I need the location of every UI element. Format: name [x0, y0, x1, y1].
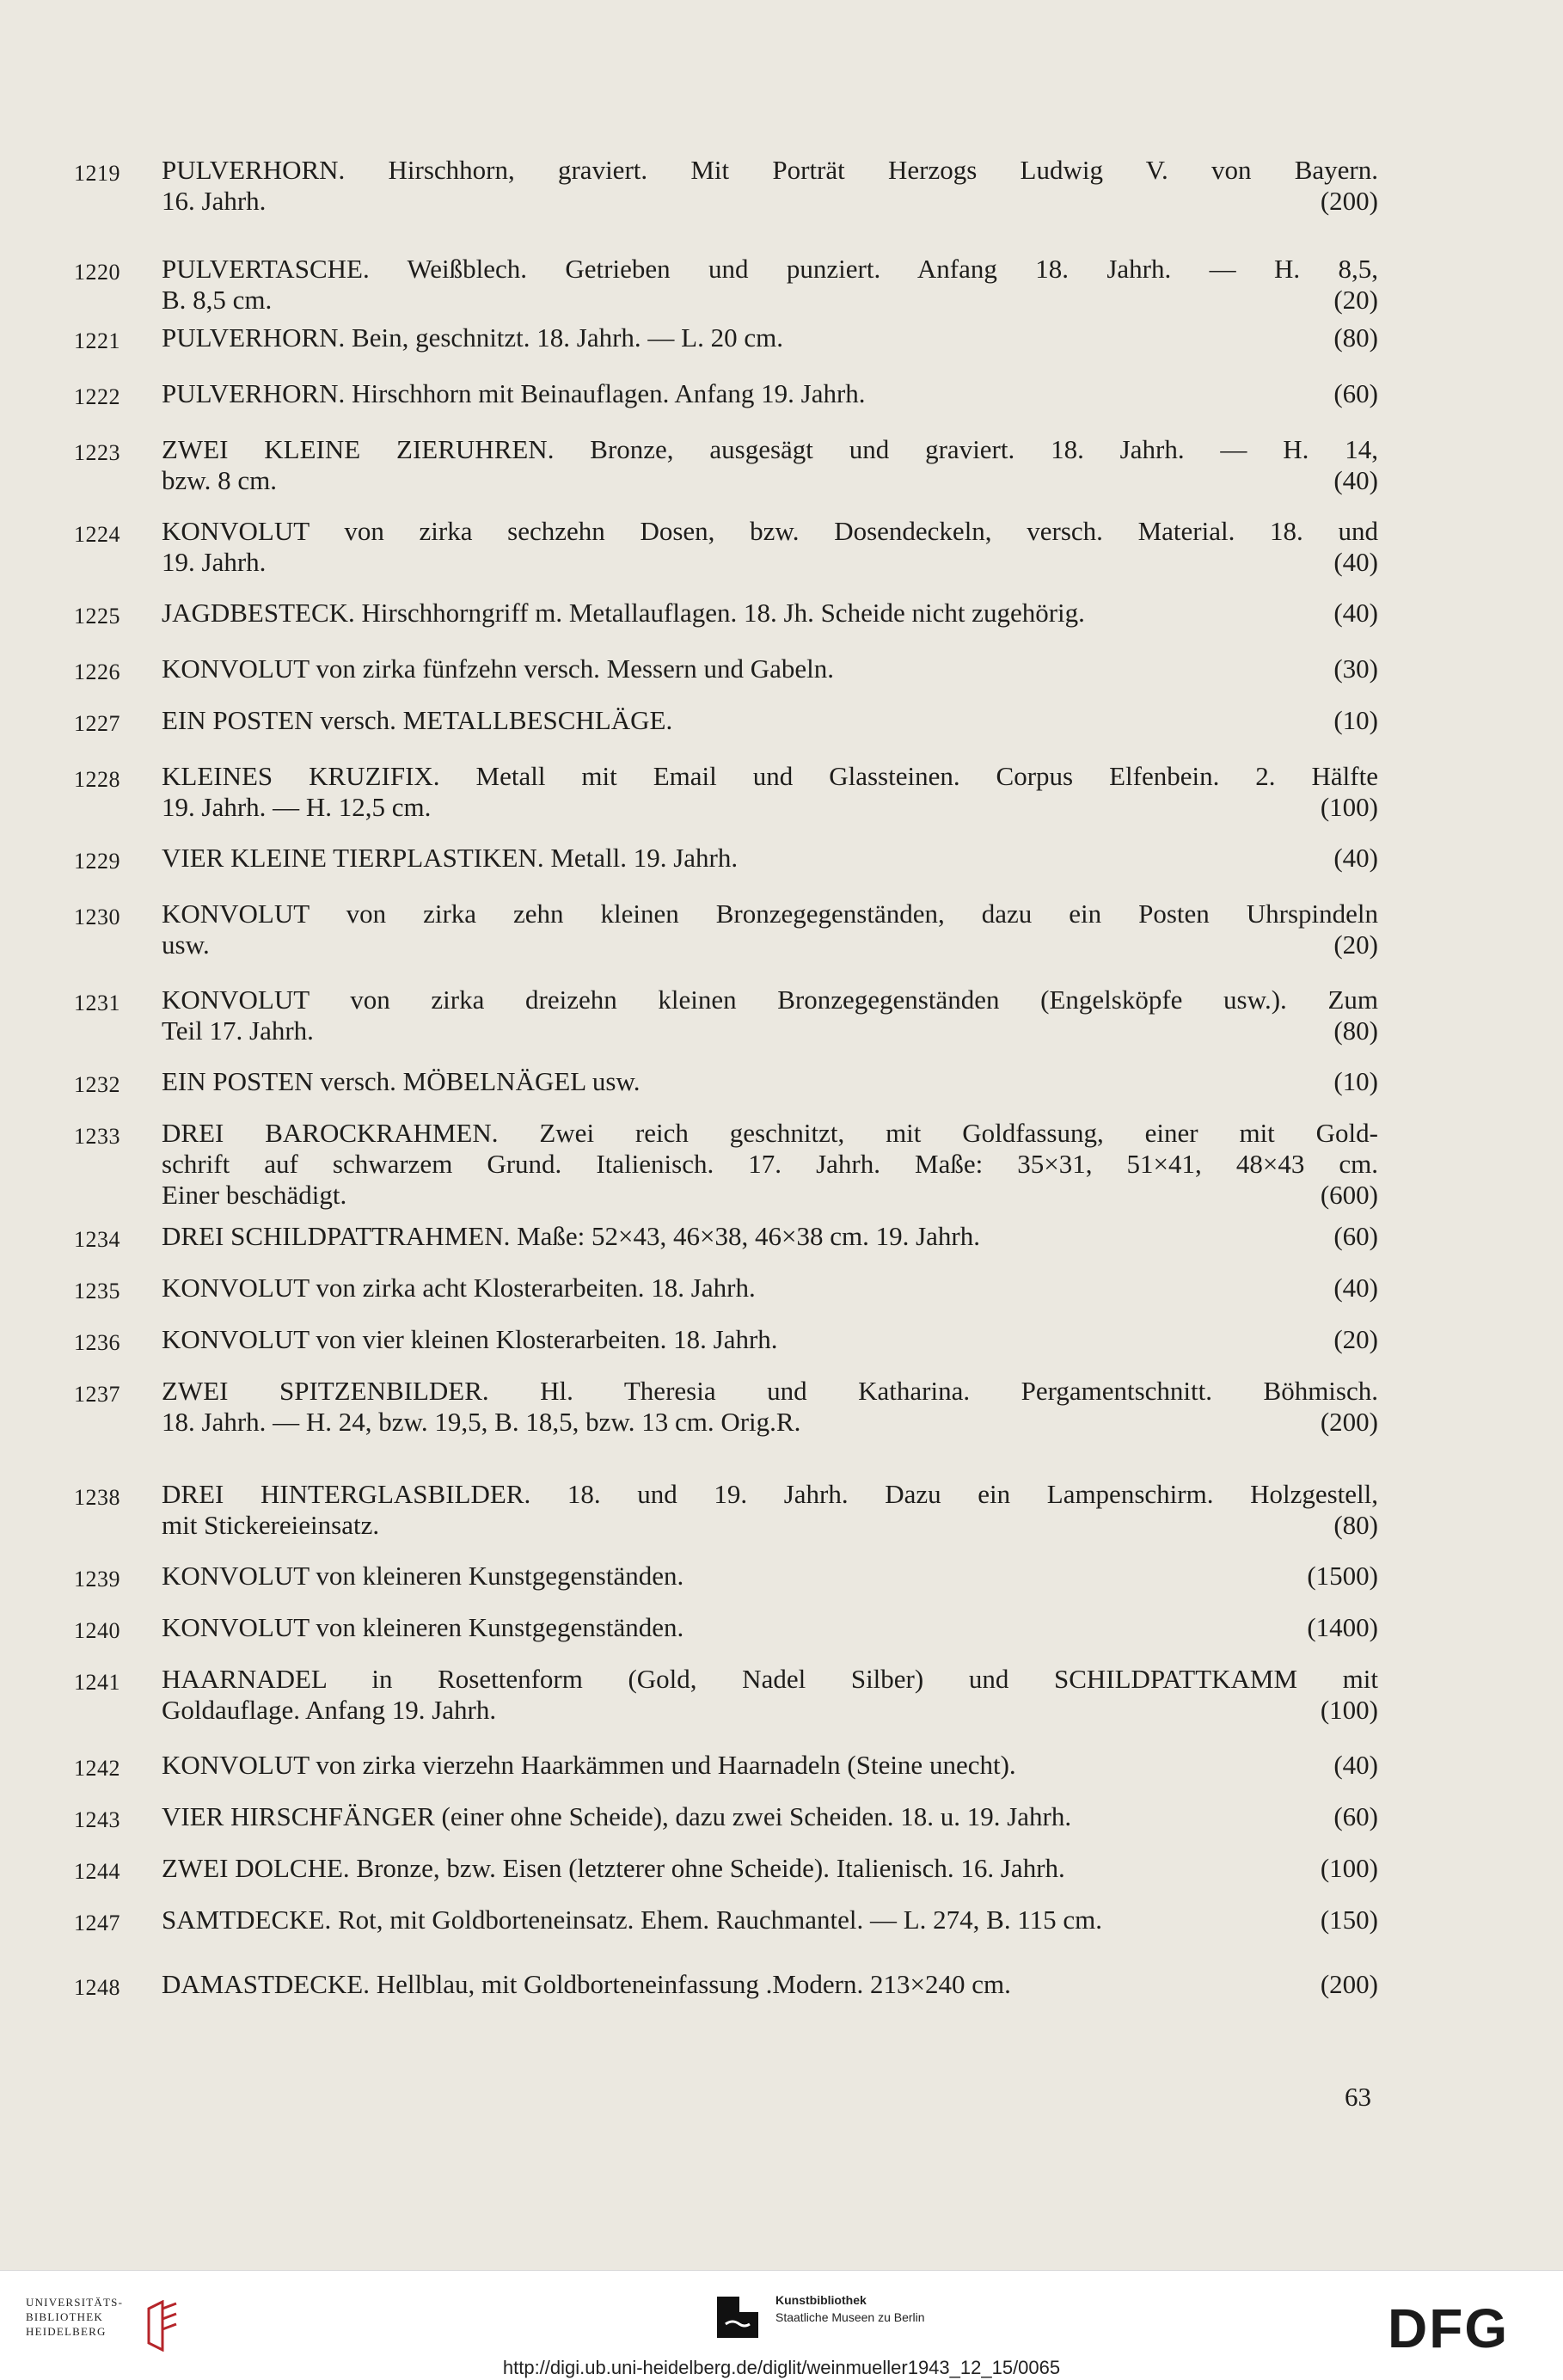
entry-description: [162, 1561, 1378, 1592]
entry-text: 16. Jahrh.: [162, 186, 267, 216]
entry-text: KLEINES KRUZIFIX. Metall mit Email und Glassteinen. Corpus Elfenbein. 2. Hälfte: [162, 761, 1378, 791]
entry-text: KONVOLUT von zirka zehn kleinen Bronzegegenständen, dazu ein Posten Uhrspindeln: [162, 899, 1378, 929]
entry-estimate: (20): [1333, 285, 1378, 315]
entry-description: [162, 1664, 1378, 1726]
entry-description: [162, 1853, 1378, 1884]
entry-text: Einer beschädigt.: [162, 1180, 347, 1210]
entry-number: 1242: [74, 1756, 120, 1781]
ub-line-2: BIBLIOTHEK: [26, 2310, 103, 2323]
entry-description: [162, 434, 1378, 496]
entry-description: [162, 1066, 1378, 1097]
entry-description: [162, 1118, 1378, 1211]
entry-text: DREI BAROCKRAHMEN. Zwei reich geschnitzt, mit Goldfassung, einer mit Gold-: [162, 1118, 1378, 1148]
entry-line: [162, 1612, 1378, 1643]
entry-line: [162, 598, 1378, 629]
entry-line: [162, 1376, 1378, 1407]
entry-estimate: (10): [1333, 705, 1378, 735]
entry-description: [162, 761, 1378, 823]
entry-line: [162, 547, 1378, 578]
entry-estimate: (60): [1333, 1801, 1378, 1831]
entry-description: [162, 254, 1378, 316]
entry-number: 1228: [74, 767, 120, 792]
entry-description: [162, 1969, 1378, 2000]
ub-logo-text: [26, 2295, 123, 2339]
entry-number: 1232: [74, 1072, 120, 1097]
entry-text: JAGDBESTECK. Hirschhorngriff m. Metallauflagen. 18. Jh. Scheide nicht zugehörig.: [162, 598, 1085, 628]
entry-number: 1230: [74, 905, 120, 929]
ub-heidelberg-logo[interactable]: [26, 2295, 198, 2364]
entry-text: ZWEI SPITZENBILDER. Hl. Theresia und Katharina. Pergamentschnitt. Böhmisch.: [162, 1376, 1378, 1406]
entry-estimate: (60): [1333, 1221, 1378, 1251]
entry-line: [162, 1066, 1378, 1097]
page-number: 63: [1345, 2082, 1371, 2112]
entry-estimate: (10): [1333, 1066, 1378, 1096]
entry-text: PULVERHORN. Hirschhorn mit Beinauflagen. Anfang 19. Jahrh.: [162, 378, 866, 408]
kunstbibliothek-logo[interactable]: [714, 2288, 937, 2348]
entry-estimate: (30): [1333, 653, 1378, 684]
entry-text: Teil 17. Jahrh.: [162, 1015, 314, 1046]
entry-estimate: (60): [1333, 378, 1378, 408]
ub-line-3: HEIDELBERG: [26, 2325, 107, 2338]
entry-number: 1225: [74, 604, 120, 629]
kunstbibliothek-emblem-icon: [714, 2293, 762, 2341]
entry-estimate: (40): [1333, 1273, 1378, 1303]
entry-description: [162, 598, 1378, 629]
entry-text: ZWEI DOLCHE. Bronze, bzw. Eisen (letzterer ohne Scheide). Italienisch. 16. Jahrh.: [162, 1853, 1065, 1883]
entry-description: [162, 516, 1378, 578]
entry-line: [162, 929, 1378, 960]
entry-line: [162, 1118, 1378, 1149]
entry-estimate: (100): [1320, 1853, 1378, 1883]
kunstbibliothek-subtitle: Staatliche Museen zu Berlin: [775, 2310, 925, 2324]
entry-estimate: (40): [1333, 843, 1378, 873]
entry-estimate: (150): [1320, 1905, 1378, 1935]
entry-line: [162, 1407, 1378, 1438]
kunstbibliothek-title: Kunstbibliothek: [775, 2293, 867, 2307]
entry-estimate: (20): [1333, 1324, 1378, 1354]
entry-estimate: (40): [1333, 547, 1378, 577]
entry-number: 1229: [74, 849, 120, 874]
entry-description: [162, 1905, 1378, 1935]
entry-line: [162, 465, 1378, 496]
entry-description: [162, 899, 1378, 960]
entry-description: [162, 1750, 1378, 1781]
entry-line: [162, 285, 1378, 316]
entry-text: ZWEI KLEINE ZIERUHREN. Bronze, ausgesägt und graviert. 18. Jahrh. — H. 14,: [162, 434, 1378, 464]
entry-description: [162, 1612, 1378, 1643]
entry-text: 19. Jahrh. — H. 12,5 cm.: [162, 792, 432, 822]
entry-estimate: (100): [1320, 1695, 1378, 1725]
entry-estimate: (80): [1333, 322, 1378, 353]
entry-number: 1222: [74, 384, 120, 409]
entry-line: [162, 1324, 1378, 1355]
entry-description: [162, 843, 1378, 874]
entry-description: [162, 1221, 1378, 1252]
ub-line-1: UNIVERSITÄTS-: [26, 2296, 124, 2309]
entry-line: [162, 1695, 1378, 1726]
entry-text: usw.: [162, 929, 210, 960]
entry-number: 1237: [74, 1382, 120, 1407]
entry-line: [162, 186, 1378, 217]
entry-line: [162, 1149, 1378, 1180]
entry-line: [162, 1969, 1378, 2000]
entry-line: [162, 378, 1378, 409]
entry-estimate: (40): [1333, 598, 1378, 628]
entry-description: [162, 1479, 1378, 1541]
entry-number: 1238: [74, 1485, 120, 1510]
entry-number: 1227: [74, 711, 120, 736]
ub-emblem-icon: [142, 2300, 183, 2352]
entry-text: VIER KLEINE TIERPLASTIKEN. Metall. 19. Jahrh.: [162, 843, 739, 873]
entry-text: KONVOLUT von zirka fünfzehn versch. Messern und Gabeln.: [162, 653, 834, 684]
entry-text: DREI SCHILDPATTRAHMEN. Maße: 52×43, 46×38, 46×38 cm. 19. Jahrh.: [162, 1221, 980, 1251]
entry-text: PULVERTASCHE. Weißblech. Getrieben und punziert. Anfang 18. Jahrh. — H. 8,5,: [162, 254, 1378, 284]
entry-text: B. 8,5 cm.: [162, 285, 273, 315]
entry-estimate: (600): [1320, 1180, 1378, 1210]
entry-text: KONVOLUT von zirka sechzehn Dosen, bzw. Dosendeckeln, versch. Material. 18. und: [162, 516, 1378, 546]
entry-number: 1219: [74, 161, 120, 186]
entry-line: [162, 1479, 1378, 1510]
entry-estimate: (1400): [1307, 1612, 1378, 1642]
entry-estimate: (20): [1333, 929, 1378, 960]
entry-line: [162, 705, 1378, 736]
entry-line: [162, 761, 1378, 792]
entry-number: 1243: [74, 1807, 120, 1832]
entry-text: EIN POSTEN versch. METALLBESCHLÄGE.: [162, 705, 673, 735]
footer-bar: [0, 2270, 1563, 2380]
entry-text: KONVOLUT von zirka vierzehn Haarkämmen und Haarnadeln (Steine unecht).: [162, 1750, 1016, 1780]
entry-line: [162, 434, 1378, 465]
entry-line: [162, 1561, 1378, 1592]
entry-estimate: (100): [1320, 792, 1378, 822]
entry-line: [162, 1015, 1378, 1046]
entry-text: bzw. 8 cm.: [162, 465, 278, 495]
entry-text: KONVOLUT von zirka dreizehn kleinen Bronzegegenständen (Engelsköpfe usw.). Zum: [162, 985, 1378, 1015]
entry-text: 18. Jahrh. — H. 24, bzw. 19,5, B. 18,5, bzw. 13 cm. Orig.R.: [162, 1407, 801, 1437]
dfg-logo[interactable]: DFG: [1388, 2297, 1510, 2359]
entry-number: 1247: [74, 1911, 120, 1935]
entry-estimate: (200): [1320, 186, 1378, 216]
entry-description: [162, 705, 1378, 736]
entry-text: VIER HIRSCHFÄNGER (einer ohne Scheide), dazu zwei Scheiden. 18. u. 19. Jahrh.: [162, 1801, 1072, 1831]
entry-text: schrift auf schwarzem Grund. Italienisch. 17. Jahrh. Maße: 35×31, 51×41, 48×43 cm.: [162, 1149, 1378, 1179]
entry-number: 1248: [74, 1975, 120, 2000]
entry-text: KONVOLUT von kleineren Kunstgegenständen.: [162, 1612, 684, 1642]
entry-text: EIN POSTEN versch. MÖBELNÄGEL usw.: [162, 1066, 641, 1096]
entry-estimate: (1500): [1307, 1561, 1378, 1591]
entry-text: PULVERHORN. Bein, geschnitzt. 18. Jahrh. — L. 20 cm.: [162, 322, 783, 353]
entry-number: 1244: [74, 1859, 120, 1884]
entry-number: 1233: [74, 1124, 120, 1149]
entry-number: 1231: [74, 991, 120, 1015]
entry-number: 1236: [74, 1330, 120, 1355]
entry-line: [162, 1510, 1378, 1541]
entry-number: 1224: [74, 522, 120, 547]
entry-number: 1234: [74, 1227, 120, 1252]
entry-description: [162, 378, 1378, 409]
entry-line: [162, 254, 1378, 285]
entry-number: 1241: [74, 1670, 120, 1695]
entry-estimate: (40): [1333, 465, 1378, 495]
entry-number: 1240: [74, 1618, 120, 1643]
entry-estimate: (80): [1333, 1015, 1378, 1046]
entry-line: [162, 1180, 1378, 1211]
entry-estimate: (200): [1320, 1969, 1378, 1999]
entry-line: [162, 792, 1378, 823]
entry-line: [162, 516, 1378, 547]
entry-line: [162, 322, 1378, 353]
entry-description: [162, 653, 1378, 684]
entry-line: [162, 1664, 1378, 1695]
entry-text: DAMASTDECKE. Hellblau, mit Goldborteneinfassung .Modern. 213×240 cm.: [162, 1969, 1011, 1999]
entry-text: PULVERHORN. Hirschhorn, graviert. Mit Porträt Herzogs Ludwig V. von Bayern.: [162, 155, 1378, 185]
entry-description: [162, 1376, 1378, 1438]
entry-text: HAARNADEL in Rosettenform (Gold, Nadel Silber) und SCHILDPATTKAMM mit: [162, 1664, 1378, 1694]
entry-estimate: (40): [1333, 1750, 1378, 1780]
entry-line: [162, 1273, 1378, 1303]
entry-estimate: (80): [1333, 1510, 1378, 1540]
entry-number: 1239: [74, 1567, 120, 1592]
entry-line: [162, 1905, 1378, 1935]
entry-text: mit Stickereieinsatz.: [162, 1510, 380, 1540]
entry-number: 1221: [74, 328, 120, 353]
entry-description: [162, 1801, 1378, 1832]
entry-line: [162, 1750, 1378, 1781]
entry-number: 1223: [74, 440, 120, 465]
entry-text: KONVOLUT von kleineren Kunstgegenständen.: [162, 1561, 684, 1591]
entry-description: [162, 1324, 1378, 1355]
entry-line: [162, 1801, 1378, 1832]
entry-text: KONVOLUT von vier kleinen Klosterarbeiten. 18. Jahrh.: [162, 1324, 778, 1354]
entry-text: KONVOLUT von zirka acht Klosterarbeiten. 18. Jahrh.: [162, 1273, 756, 1303]
kunstbibliothek-text: [775, 2291, 925, 2326]
entry-text: DREI HINTERGLASBILDER. 18. und 19. Jahrh. Dazu ein Lampenschirm. Holzgestell,: [162, 1479, 1378, 1509]
entry-estimate: (200): [1320, 1407, 1378, 1437]
entry-line: [162, 653, 1378, 684]
entry-text: SAMTDECKE. Rot, mit Goldborteneinsatz. Ehem. Rauchmantel. — L. 274, B. 115 cm.: [162, 1905, 1103, 1935]
entry-number: 1220: [74, 260, 120, 285]
entry-description: [162, 155, 1378, 217]
entry-line: [162, 985, 1378, 1015]
entry-line: [162, 843, 1378, 874]
entry-number: 1235: [74, 1279, 120, 1303]
entry-line: [162, 1853, 1378, 1884]
entry-description: [162, 322, 1378, 353]
entry-number: 1226: [74, 659, 120, 684]
entry-line: [162, 899, 1378, 929]
permalink-url[interactable]: http://digi.ub.uni-heidelberg.de/diglit/weinmueller1943_12_15/0065: [502, 2357, 1061, 2378]
entry-description: [162, 1273, 1378, 1303]
entry-line: [162, 155, 1378, 186]
entry-text: 19. Jahrh.: [162, 547, 267, 577]
entry-description: [162, 985, 1378, 1046]
entry-line: [162, 1221, 1378, 1252]
entry-text: Goldauflage. Anfang 19. Jahrh.: [162, 1695, 497, 1725]
